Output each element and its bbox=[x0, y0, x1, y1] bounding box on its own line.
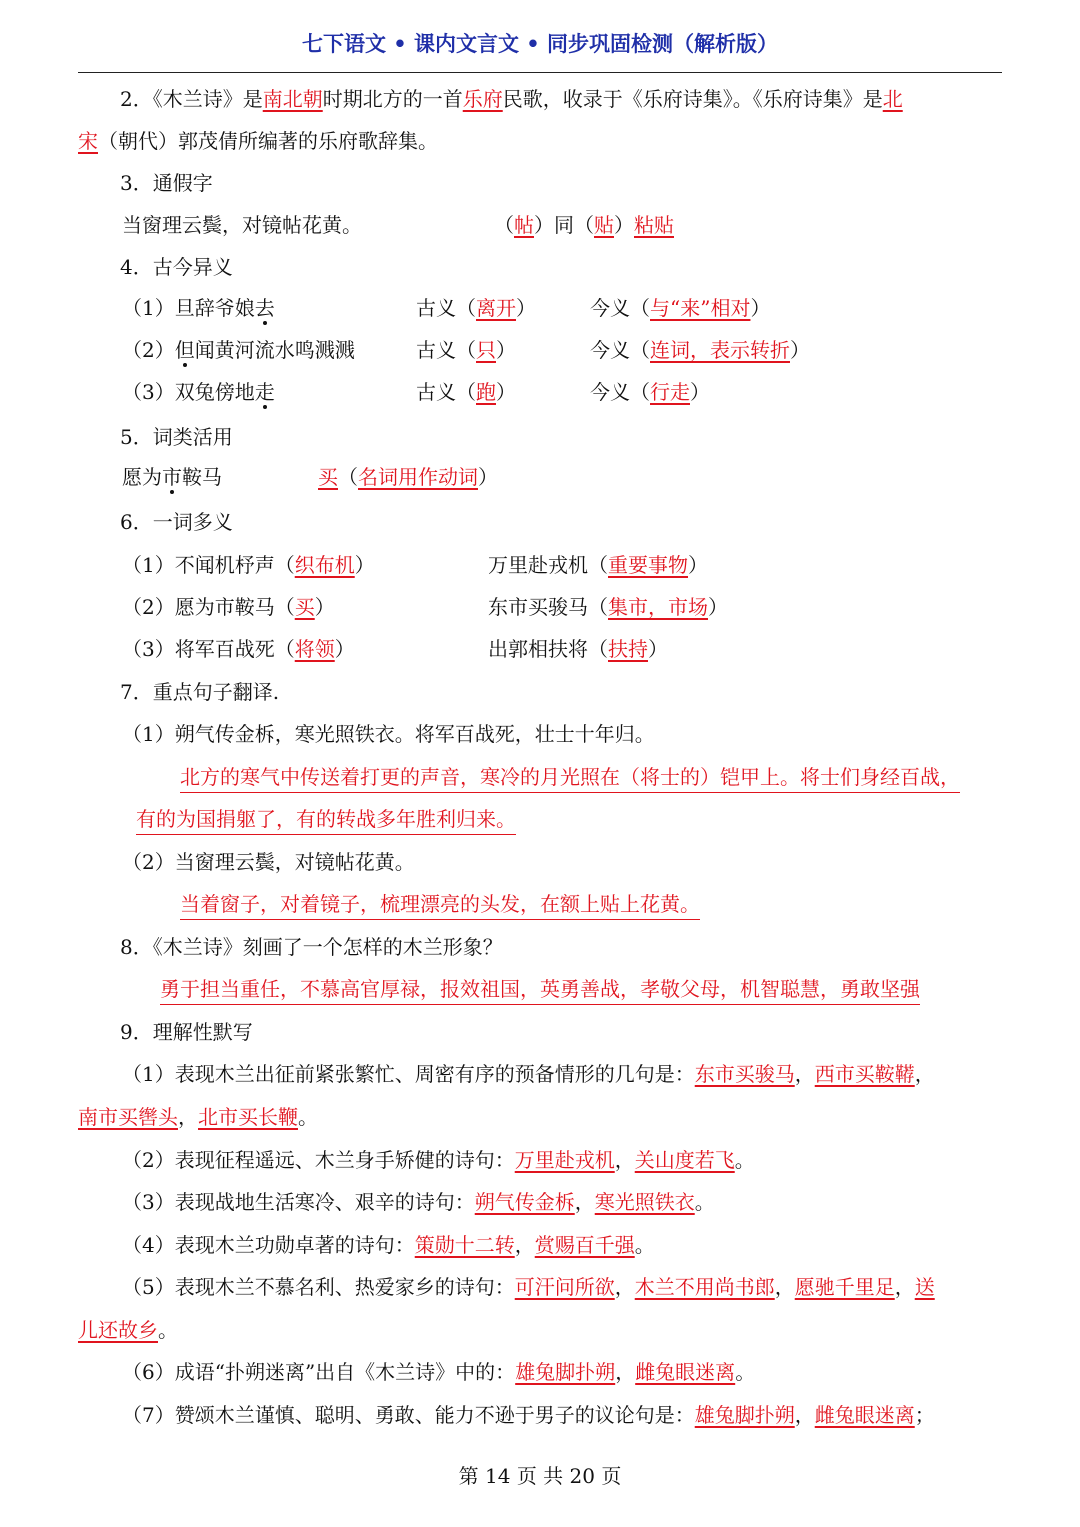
text: （3）将军百战死（ bbox=[122, 637, 295, 661]
text: 时期北方的一首 bbox=[322, 87, 463, 111]
q6-title: 6．一词多义 bbox=[120, 510, 233, 534]
text: （2） bbox=[122, 338, 175, 362]
text: 民歌，收录于《乐府诗集》。《乐府诗集》是 bbox=[502, 87, 883, 111]
q4-row-1-new bbox=[590, 295, 770, 321]
text: ） bbox=[334, 637, 355, 661]
q7-translation-1a: 北方的寒气中传送着打更的声音，寒冷的月光照在（将士的）铠甲上。将士们身经百战， bbox=[180, 764, 960, 793]
text: ， bbox=[574, 1190, 595, 1214]
q9-item-2 bbox=[122, 1147, 755, 1173]
text: （ bbox=[338, 465, 358, 489]
answer: 朔气传金柝 bbox=[474, 1190, 575, 1214]
text: ） bbox=[496, 338, 516, 362]
text: 古义（ bbox=[416, 338, 476, 362]
text: ） bbox=[690, 380, 710, 404]
answer: 买 bbox=[318, 465, 338, 489]
emphasis-char: 去 bbox=[254, 296, 275, 320]
answer: 宋 bbox=[78, 129, 98, 153]
q2-line-1 bbox=[120, 86, 903, 112]
answer: 离开 bbox=[476, 296, 516, 320]
q5-title: 5．词类活用 bbox=[120, 425, 233, 449]
emphasis-char: 但 bbox=[174, 338, 195, 362]
q9-item-5-line-1 bbox=[122, 1274, 935, 1300]
q4-row-2-sentence bbox=[122, 337, 355, 363]
text: （1）表现木兰出征前紧张繁忙、周密有序的预备情形的几句是： bbox=[122, 1062, 695, 1086]
text: ） bbox=[648, 637, 668, 661]
text: ， bbox=[794, 1403, 815, 1427]
text: 鞍马 bbox=[182, 465, 222, 489]
text: ） bbox=[354, 553, 375, 577]
text: ） bbox=[790, 338, 810, 362]
answer: 愿驰千里足 bbox=[794, 1275, 895, 1299]
text: 。 bbox=[158, 1318, 178, 1342]
text: ） bbox=[516, 296, 536, 320]
text: ， bbox=[614, 1275, 635, 1299]
answer: 乐府 bbox=[462, 87, 503, 111]
answer: 帖 bbox=[514, 213, 534, 237]
q7-translation-1b: 有的为国捐躯了，有的转战多年胜利归来。 bbox=[136, 806, 516, 835]
answer: 雌兔眼迷离 bbox=[635, 1360, 736, 1384]
text: ） bbox=[496, 380, 516, 404]
text: ） bbox=[314, 595, 335, 619]
q4-row-1-old bbox=[416, 295, 536, 321]
q9-item-1-line-1 bbox=[122, 1061, 935, 1087]
answer: 名词用作动词 bbox=[358, 465, 478, 489]
answer: 买 bbox=[294, 595, 315, 619]
text: ； bbox=[914, 1403, 935, 1427]
q9-item-3 bbox=[122, 1189, 715, 1215]
answer: 木兰不用尚书郎 bbox=[634, 1275, 775, 1299]
q6-row-3-left bbox=[122, 636, 355, 662]
answer: 北市买长鞭 bbox=[198, 1105, 298, 1129]
q3-sentence: 当窗理云鬓，对镜帖花黄。 bbox=[122, 213, 362, 237]
text: ， bbox=[894, 1275, 915, 1299]
text: （7）赞颂木兰谨慎、聪明、勇敢、能力不逊于男子的议论句是： bbox=[122, 1403, 695, 1427]
emphasis-char: 走 bbox=[254, 380, 275, 404]
text: 愿为 bbox=[122, 465, 162, 489]
answer: 万里赴戎机 bbox=[514, 1148, 615, 1172]
q5-answer bbox=[318, 464, 498, 490]
q4-row-3-old bbox=[416, 379, 516, 405]
answer: 扶持 bbox=[608, 637, 648, 661]
text: ， bbox=[914, 1062, 935, 1086]
answer: 寒光照铁衣 bbox=[594, 1190, 695, 1214]
answer: 可汗问所欲 bbox=[514, 1275, 615, 1299]
text: （5）表现木兰不慕名利、热爱家乡的诗句： bbox=[122, 1275, 515, 1299]
answer: 南市买辔头 bbox=[78, 1105, 178, 1129]
answer: 赏赐百千强 bbox=[534, 1233, 635, 1257]
q9-item-5-line-2 bbox=[78, 1317, 178, 1343]
text: 旦辞爷娘 bbox=[174, 296, 255, 320]
answer: 送 bbox=[914, 1275, 935, 1299]
text: 今义（ bbox=[590, 380, 650, 404]
q7-translation-2: 当着窗子，对着镜子，梳理漂亮的头发，在额上贴上花黄。 bbox=[180, 891, 700, 920]
text: （3） bbox=[122, 380, 175, 404]
text: ） bbox=[750, 296, 771, 320]
answer: 跑 bbox=[476, 380, 496, 404]
answer: 将领 bbox=[294, 637, 335, 661]
text: ） bbox=[614, 213, 634, 237]
q4-title: 4．古今异义 bbox=[120, 255, 233, 279]
text: ， bbox=[514, 1233, 535, 1257]
q9-item-1-line-2 bbox=[78, 1104, 318, 1130]
page-header: 七下语文 • 课内文言文 • 同步巩固检测（解析版） bbox=[301, 32, 779, 56]
text: 。 bbox=[298, 1105, 318, 1129]
answer: 贴 bbox=[594, 213, 614, 237]
answer: 只 bbox=[476, 338, 496, 362]
answer: 雄兔脚扑朔 bbox=[515, 1360, 616, 1384]
q6-row-2-right bbox=[488, 594, 728, 620]
text: 古义（ bbox=[416, 296, 476, 320]
text: 万里赴戎机（ bbox=[488, 553, 608, 577]
text: ， bbox=[774, 1275, 795, 1299]
text: 出郭相扶将（ bbox=[488, 637, 608, 661]
text: （3）表现战地生活寒冷、艰辛的诗句： bbox=[122, 1190, 475, 1214]
q3-title: 3．通假字 bbox=[120, 171, 213, 195]
q9-item-6 bbox=[122, 1359, 755, 1385]
text: 东市买骏马（ bbox=[488, 595, 608, 619]
answer: 南北朝 bbox=[262, 87, 323, 111]
emphasis-char: 市 bbox=[162, 465, 182, 489]
q2-line-2 bbox=[78, 128, 438, 154]
text: 。 bbox=[694, 1190, 715, 1214]
text: ， bbox=[614, 1148, 635, 1172]
q6-row-1-left bbox=[122, 552, 375, 578]
text: ， bbox=[178, 1105, 198, 1129]
q9-title: 9．理解性默写 bbox=[120, 1020, 253, 1044]
answer: 连词，表示转折 bbox=[650, 338, 790, 362]
q8-title: 8．《木兰诗》刻画了一个怎样的木兰形象？ bbox=[120, 935, 503, 959]
answer: 策勋十二转 bbox=[414, 1233, 515, 1257]
text: （6）成语“扑朔迷离”出自《木兰诗》中的： bbox=[122, 1360, 516, 1384]
text: ， bbox=[794, 1062, 815, 1086]
answer: 东市买骏马 bbox=[694, 1062, 795, 1086]
text: （ bbox=[494, 213, 514, 237]
text: 闻黄河流水鸣溅溅 bbox=[194, 338, 355, 362]
answer: 重要事物 bbox=[608, 553, 688, 577]
text: ， bbox=[615, 1360, 636, 1384]
answer: 与“来”相对 bbox=[650, 296, 751, 320]
text: 2．《木兰诗》是 bbox=[120, 87, 263, 111]
q6-row-1-right bbox=[488, 552, 708, 578]
text: ）同（ bbox=[534, 213, 594, 237]
text: 。 bbox=[734, 1148, 755, 1172]
text: 今义（ bbox=[590, 338, 650, 362]
text: （2）表现征程遥远、木兰身手矫健的诗句： bbox=[122, 1148, 515, 1172]
answer: 粘贴 bbox=[634, 213, 674, 237]
text: ） bbox=[708, 595, 728, 619]
answer: 北 bbox=[882, 87, 903, 111]
text: （2）愿为市鞍马（ bbox=[122, 595, 295, 619]
page-footer: 第 14 页 共 20 页 bbox=[458, 1464, 622, 1488]
text: 古义（ bbox=[416, 380, 476, 404]
q4-row-1-sentence bbox=[122, 295, 275, 321]
text: 今义（ bbox=[590, 296, 650, 320]
q9-item-4 bbox=[122, 1232, 655, 1258]
q8-answer: 勇于担当重任，不慕高官厚禄，报效祖国，英勇善战，孝敬父母，机智聪慧，勇敢坚强 bbox=[160, 976, 920, 1005]
q4-row-3-sentence bbox=[122, 379, 275, 405]
q9-item-7 bbox=[122, 1402, 935, 1428]
q4-row-2-old bbox=[416, 337, 516, 363]
text: ） bbox=[688, 553, 708, 577]
text: 。 bbox=[634, 1233, 655, 1257]
header-rule bbox=[78, 72, 1002, 73]
answer: 集市，市场 bbox=[608, 595, 708, 619]
q6-row-3-right bbox=[488, 636, 668, 662]
q4-row-3-new bbox=[590, 379, 710, 405]
text: ） bbox=[478, 465, 498, 489]
answer: 西市买鞍鞯 bbox=[814, 1062, 915, 1086]
q3-answer bbox=[494, 212, 674, 238]
q4-row-2-new bbox=[590, 337, 810, 363]
text: （朝代）郭茂倩所编著的乐府歌辞集。 bbox=[98, 129, 438, 153]
answer: 关山度若飞 bbox=[634, 1148, 735, 1172]
text: 。 bbox=[735, 1360, 756, 1384]
answer: 儿还故乡 bbox=[78, 1318, 158, 1342]
answer: 雌兔眼迷离 bbox=[814, 1403, 915, 1427]
text: （1）不闻机杼声（ bbox=[122, 553, 295, 577]
answer: 雄兔脚扑朔 bbox=[694, 1403, 795, 1427]
q6-row-2-left bbox=[122, 594, 335, 620]
q7-sentence-1: （1）朔气传金柝，寒光照铁衣。将军百战死，壮士十年归。 bbox=[122, 722, 655, 746]
q7-sentence-2: （2）当窗理云鬓，对镜帖花黄。 bbox=[122, 850, 415, 874]
q7-title: 7．重点句子翻译. bbox=[120, 680, 280, 704]
q5-sentence bbox=[122, 464, 222, 490]
text: （4）表现木兰功勋卓著的诗句： bbox=[122, 1233, 415, 1257]
text: 双兔傍地 bbox=[174, 380, 255, 404]
answer: 织布机 bbox=[294, 553, 355, 577]
text: （1） bbox=[122, 296, 175, 320]
answer: 行走 bbox=[650, 380, 690, 404]
